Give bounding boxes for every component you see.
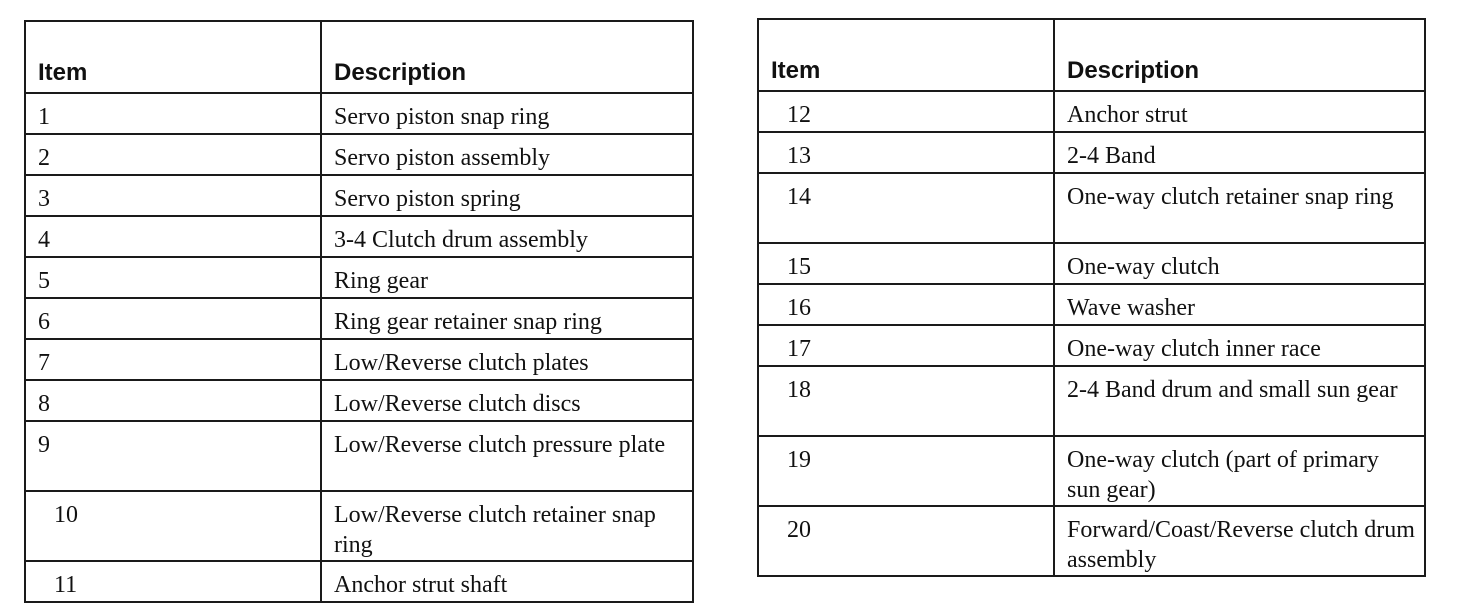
- item-number: 10: [25, 491, 321, 561]
- table-row: [25, 175, 693, 216]
- table-row: [25, 216, 693, 257]
- table-row: [758, 91, 1425, 132]
- table-row: [758, 366, 1425, 436]
- item-description: Ring gear: [321, 257, 693, 298]
- table-row: [758, 436, 1425, 506]
- item-number: 15: [758, 243, 1054, 284]
- item-description: One-way clutch: [1054, 243, 1425, 284]
- item-description: 2-4 Band drum and small sun gear: [1054, 366, 1425, 436]
- item-number: 6: [25, 298, 321, 339]
- header-row: [25, 21, 693, 93]
- item-description: Wave washer: [1054, 284, 1425, 325]
- parts-table-right: [757, 18, 1426, 577]
- table-row: [25, 380, 693, 421]
- table-row: [758, 243, 1425, 284]
- item-number: 7: [25, 339, 321, 380]
- item-number: 19: [758, 436, 1054, 506]
- header-row: [758, 19, 1425, 91]
- table-row: [25, 134, 693, 175]
- item-description: Anchor strut: [1054, 91, 1425, 132]
- item-number: 9: [25, 421, 321, 491]
- table-row: [25, 561, 693, 602]
- table-row: [25, 421, 693, 491]
- item-number: 13: [758, 132, 1054, 173]
- table-row: [25, 93, 693, 134]
- item-description: Low/Reverse clutch plates: [321, 339, 693, 380]
- table-row: [25, 339, 693, 380]
- item-number: 16: [758, 284, 1054, 325]
- table-row: [758, 173, 1425, 243]
- item-number: 4: [25, 216, 321, 257]
- item-number: 18: [758, 366, 1054, 436]
- item-number: 14: [758, 173, 1054, 243]
- item-number: 1: [25, 93, 321, 134]
- item-number: 20: [758, 506, 1054, 576]
- item-number: 8: [25, 380, 321, 421]
- item-column-header: Item: [758, 19, 1054, 91]
- item-description: One-way clutch (part of primary sun gear): [1054, 436, 1425, 506]
- item-description: Ring gear retainer snap ring: [321, 298, 693, 339]
- item-number: 11: [25, 561, 321, 602]
- item-description: One-way clutch inner race: [1054, 325, 1425, 366]
- table-row: [758, 325, 1425, 366]
- table-row: [25, 491, 693, 561]
- item-number: 5: [25, 257, 321, 298]
- item-description: 3-4 Clutch drum assembly: [321, 216, 693, 257]
- item-number: 12: [758, 91, 1054, 132]
- item-description: Low/Reverse clutch retainer snap ring: [321, 491, 693, 561]
- item-description: Servo piston assembly: [321, 134, 693, 175]
- table-row: [25, 298, 693, 339]
- description-column-header: Description: [1054, 19, 1425, 91]
- item-description: Anchor strut shaft: [321, 561, 693, 602]
- item-column-header: Item: [25, 21, 321, 93]
- item-description: Servo piston spring: [321, 175, 693, 216]
- table-row: [758, 284, 1425, 325]
- item-description: Low/Reverse clutch discs: [321, 380, 693, 421]
- item-description: 2-4 Band: [1054, 132, 1425, 173]
- item-description: Forward/Coast/Reverse clutch drum assembly: [1054, 506, 1425, 576]
- item-description: Servo piston snap ring: [321, 93, 693, 134]
- parts-table-left: [24, 20, 694, 603]
- table-row: [25, 257, 693, 298]
- item-description: One-way clutch retainer snap ring: [1054, 173, 1425, 243]
- table-row: [758, 506, 1425, 576]
- item-number: 3: [25, 175, 321, 216]
- item-number: 2: [25, 134, 321, 175]
- table-row: [758, 132, 1425, 173]
- item-number: 17: [758, 325, 1054, 366]
- item-description: Low/Reverse clutch pressure plate: [321, 421, 693, 491]
- description-column-header: Description: [321, 21, 693, 93]
